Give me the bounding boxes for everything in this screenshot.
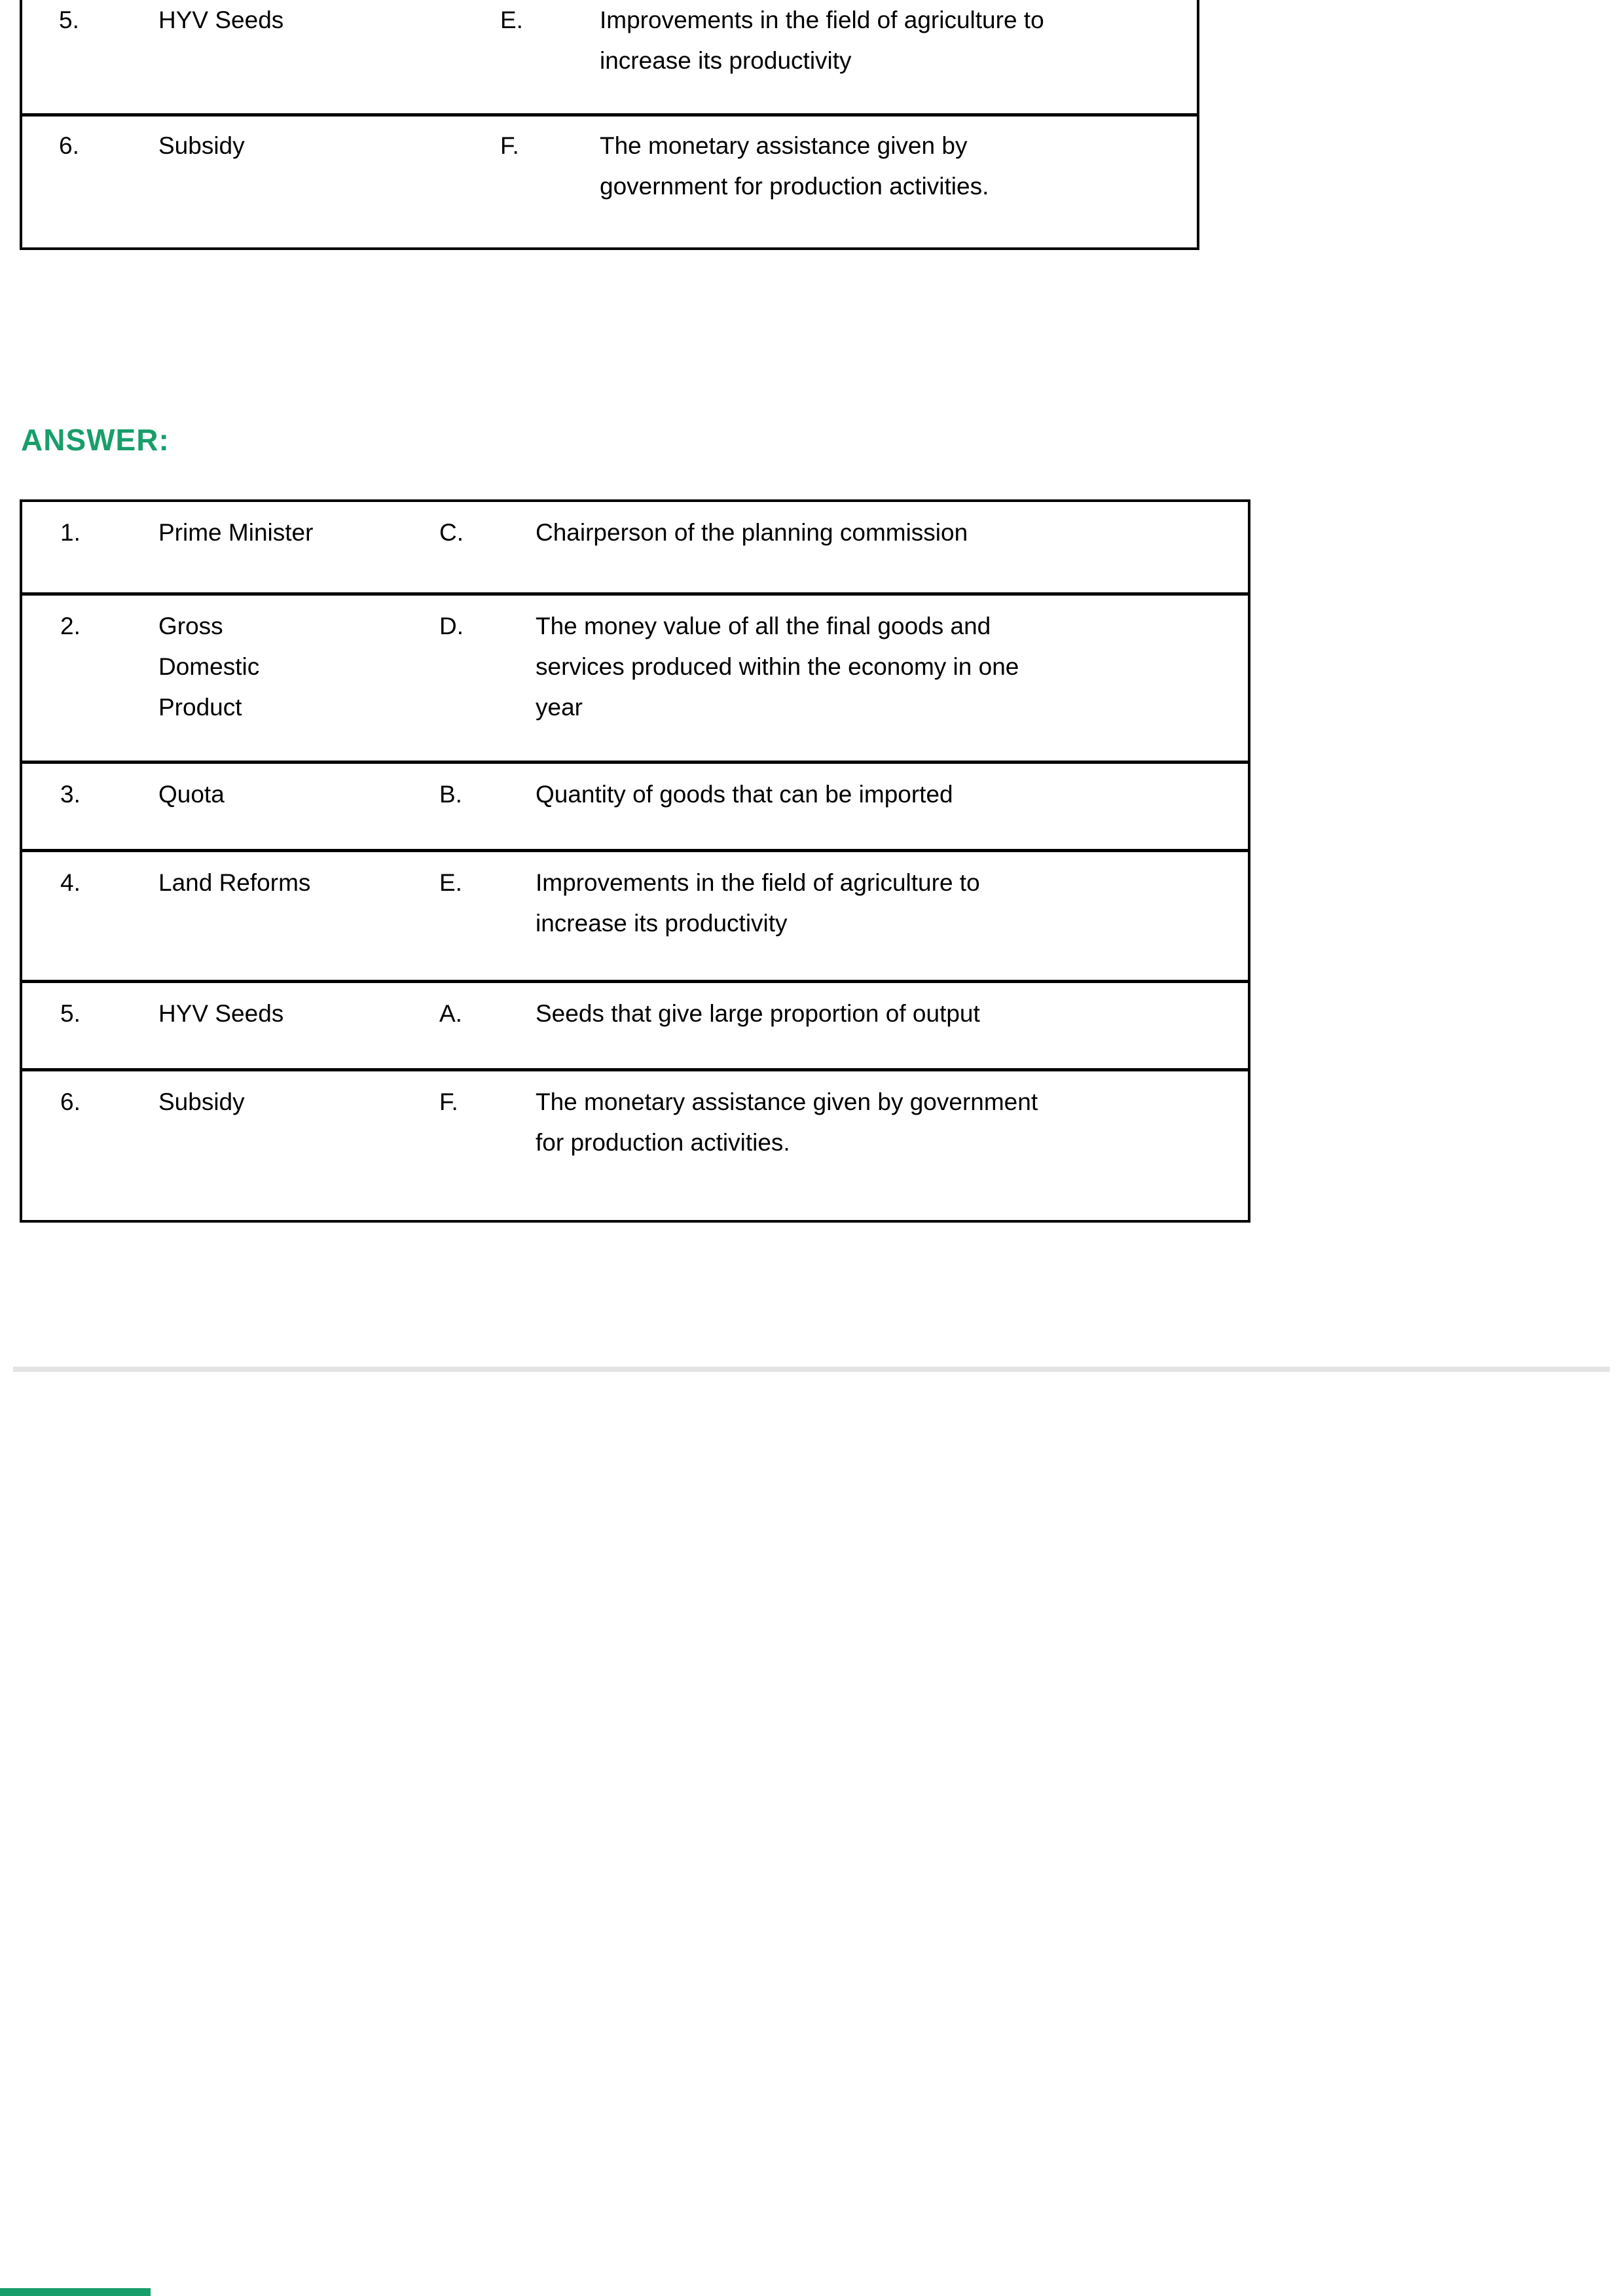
table-row — [22, 0, 1197, 113]
description-cell — [502, 1082, 1248, 1163]
letter-cell — [403, 512, 502, 553]
term-cell — [141, 863, 403, 903]
term-text: Subsidy — [158, 1088, 245, 1115]
table-row — [22, 761, 1248, 849]
term-cell — [141, 606, 403, 728]
row-number-text: 5. — [60, 1000, 81, 1027]
term-text: Subsidy — [158, 132, 245, 159]
description-text: The money value of all the final goods and services produced within the economy in one year — [536, 613, 1019, 721]
row-number — [22, 863, 141, 903]
term-text: HYV Seeds — [158, 7, 284, 33]
letter-cell — [403, 774, 502, 815]
row-number-text: 5. — [59, 7, 79, 33]
description-cell — [566, 126, 1197, 207]
letter-text: E. — [439, 869, 462, 896]
footer-accent-bar — [0, 2288, 151, 2296]
table-row — [22, 1068, 1248, 1204]
row-number-text: 6. — [60, 1088, 81, 1115]
section-divider — [13, 1367, 1610, 1372]
row-number-text: 2. — [60, 613, 81, 639]
row-number — [22, 1082, 141, 1122]
description-text: Improvements in the field of agriculture to increase its productivity — [536, 869, 980, 937]
description-cell — [566, 0, 1197, 81]
letter-text: F. — [439, 1088, 458, 1115]
letter-text: E. — [500, 7, 523, 33]
letter-cell — [403, 1082, 502, 1122]
term-text: Gross Domestic Product — [158, 613, 260, 721]
term-cell — [141, 0, 465, 41]
row-number — [22, 994, 141, 1034]
description-text: The monetary assistance given by government for production activities. — [536, 1088, 1038, 1156]
letter-cell — [403, 863, 502, 903]
row-number-text: 3. — [60, 781, 81, 808]
term-cell — [141, 126, 465, 166]
term-cell — [141, 774, 403, 815]
term-text: HYV Seeds — [158, 1000, 284, 1027]
letter-cell — [465, 0, 566, 41]
row-number-text: 4. — [60, 869, 81, 896]
description-cell — [502, 994, 1248, 1034]
description-text: Chairperson of the planning commission — [536, 519, 968, 546]
letter-text: D. — [439, 613, 464, 639]
term-text: Prime Minister — [158, 519, 314, 546]
description-text: The monetary assistance given by government for production activities. — [600, 132, 989, 200]
term-text: Quota — [158, 781, 225, 808]
answer-match-table — [20, 499, 1250, 1223]
table-row — [22, 113, 1197, 244]
description-cell — [502, 606, 1248, 728]
term-text: Land Reforms — [158, 869, 311, 896]
table-row — [22, 980, 1248, 1068]
description-cell — [502, 863, 1248, 944]
term-cell — [141, 1082, 403, 1122]
row-number — [22, 774, 141, 815]
description-text: Quantity of goods that can be imported — [536, 781, 953, 808]
row-number-text: 6. — [59, 132, 79, 159]
table-row — [22, 592, 1248, 761]
table-row — [22, 849, 1248, 980]
description-cell — [502, 512, 1248, 553]
letter-text: F. — [500, 132, 519, 159]
table-row — [22, 502, 1248, 592]
question-match-table — [20, 0, 1199, 250]
description-cell — [502, 774, 1248, 815]
letter-text: A. — [439, 1000, 462, 1027]
row-number — [22, 126, 141, 166]
letter-text: C. — [439, 519, 464, 546]
row-number — [22, 512, 141, 553]
term-cell — [141, 994, 403, 1034]
answer-heading: ANSWER: — [21, 423, 170, 457]
row-number — [22, 606, 141, 647]
letter-cell — [465, 126, 566, 166]
description-text: Seeds that give large proportion of output — [536, 1000, 980, 1027]
row-number-text: 1. — [60, 519, 81, 546]
description-text: Improvements in the field of agriculture to increase its productivity — [600, 7, 1044, 74]
letter-cell — [403, 994, 502, 1034]
row-number — [22, 0, 141, 41]
term-cell — [141, 512, 403, 553]
letter-text: B. — [439, 781, 462, 808]
letter-cell — [403, 606, 502, 647]
